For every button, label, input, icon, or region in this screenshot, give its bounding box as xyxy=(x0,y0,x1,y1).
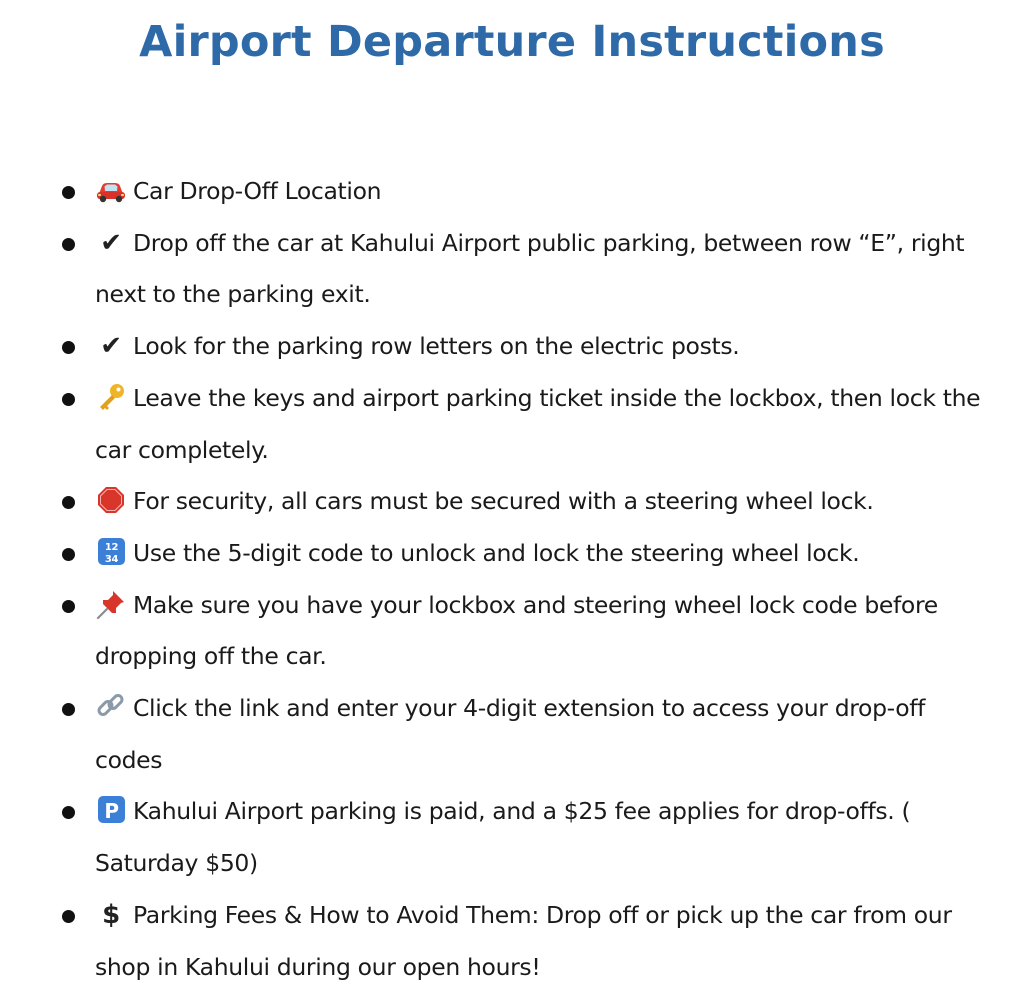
stop-sign-icon xyxy=(95,485,127,515)
list-item-lock-code xyxy=(0,580,1024,683)
list-item-keys xyxy=(0,373,1024,476)
list-item-text: Leave the keys and airport parking ticket inside the lockbox, then lock the car completely. xyxy=(95,383,981,464)
bullet-dot xyxy=(62,186,75,199)
svg-text:P: P xyxy=(104,799,119,824)
list-item-text: Car Drop-Off Location xyxy=(133,177,382,205)
list-item-code xyxy=(0,528,1024,580)
bullet-dot xyxy=(62,341,75,354)
list-item-text: Look for the parking row letters on the electric posts. xyxy=(133,332,740,361)
parking-icon xyxy=(95,795,127,825)
list-item-text: Drop off the car at Kahului Airport public parking, between row “E”, right next to the parking exit. xyxy=(95,228,965,309)
checkmark-icon: ✔ xyxy=(100,227,122,258)
bullet-dot xyxy=(62,548,75,561)
numbers-icon xyxy=(95,537,127,567)
bullet-dot xyxy=(62,393,75,406)
bullet-dot xyxy=(62,600,75,613)
link-icon xyxy=(95,692,127,722)
bullet-dot xyxy=(62,910,75,923)
key-icon xyxy=(95,382,127,412)
bullet-dot xyxy=(62,806,75,819)
bullet-dot xyxy=(62,703,75,716)
list-item-text: Click the link and enter your 4-digit extension to access your drop-off codes xyxy=(95,694,926,774)
instructions-list xyxy=(0,166,1024,993)
list-item-security xyxy=(0,476,1024,528)
list-item-text: Use the 5-digit code to unlock and lock the steering wheel lock. xyxy=(133,538,860,567)
list-item-car-drop-off xyxy=(0,166,1024,218)
page-title: Airport Departure Instructions xyxy=(139,17,885,67)
pushpin-icon xyxy=(95,589,127,619)
dollar-icon: $ xyxy=(102,899,120,930)
list-item-row-letters xyxy=(0,321,1024,373)
list-item-parking-fee xyxy=(0,786,1024,889)
car-icon xyxy=(95,175,127,205)
bullet-dot xyxy=(62,496,75,509)
list-item-text: Kahului Airport parking is paid, and a $25 fee applies for drop-offs. ( Saturday $50) xyxy=(95,797,911,878)
list-item-link xyxy=(0,683,1024,786)
bullet-dot xyxy=(62,238,75,251)
list-item-text: Parking Fees & How to Avoid Them: Drop off or pick up the car from our shop in Kahului during our open hours! xyxy=(95,900,952,981)
svg-text:34: 34 xyxy=(104,553,119,565)
checkmark-icon: ✔ xyxy=(100,331,122,362)
list-item-text: For security, all cars must be secured with a steering wheel lock. xyxy=(133,487,874,516)
svg-text:12: 12 xyxy=(104,541,119,553)
list-item-text: Make sure you have your lockbox and steering wheel lock code before dropping off the car. xyxy=(95,590,938,671)
list-item-avoid-fees xyxy=(0,890,1024,993)
list-item-drop-off-location xyxy=(0,218,1024,321)
